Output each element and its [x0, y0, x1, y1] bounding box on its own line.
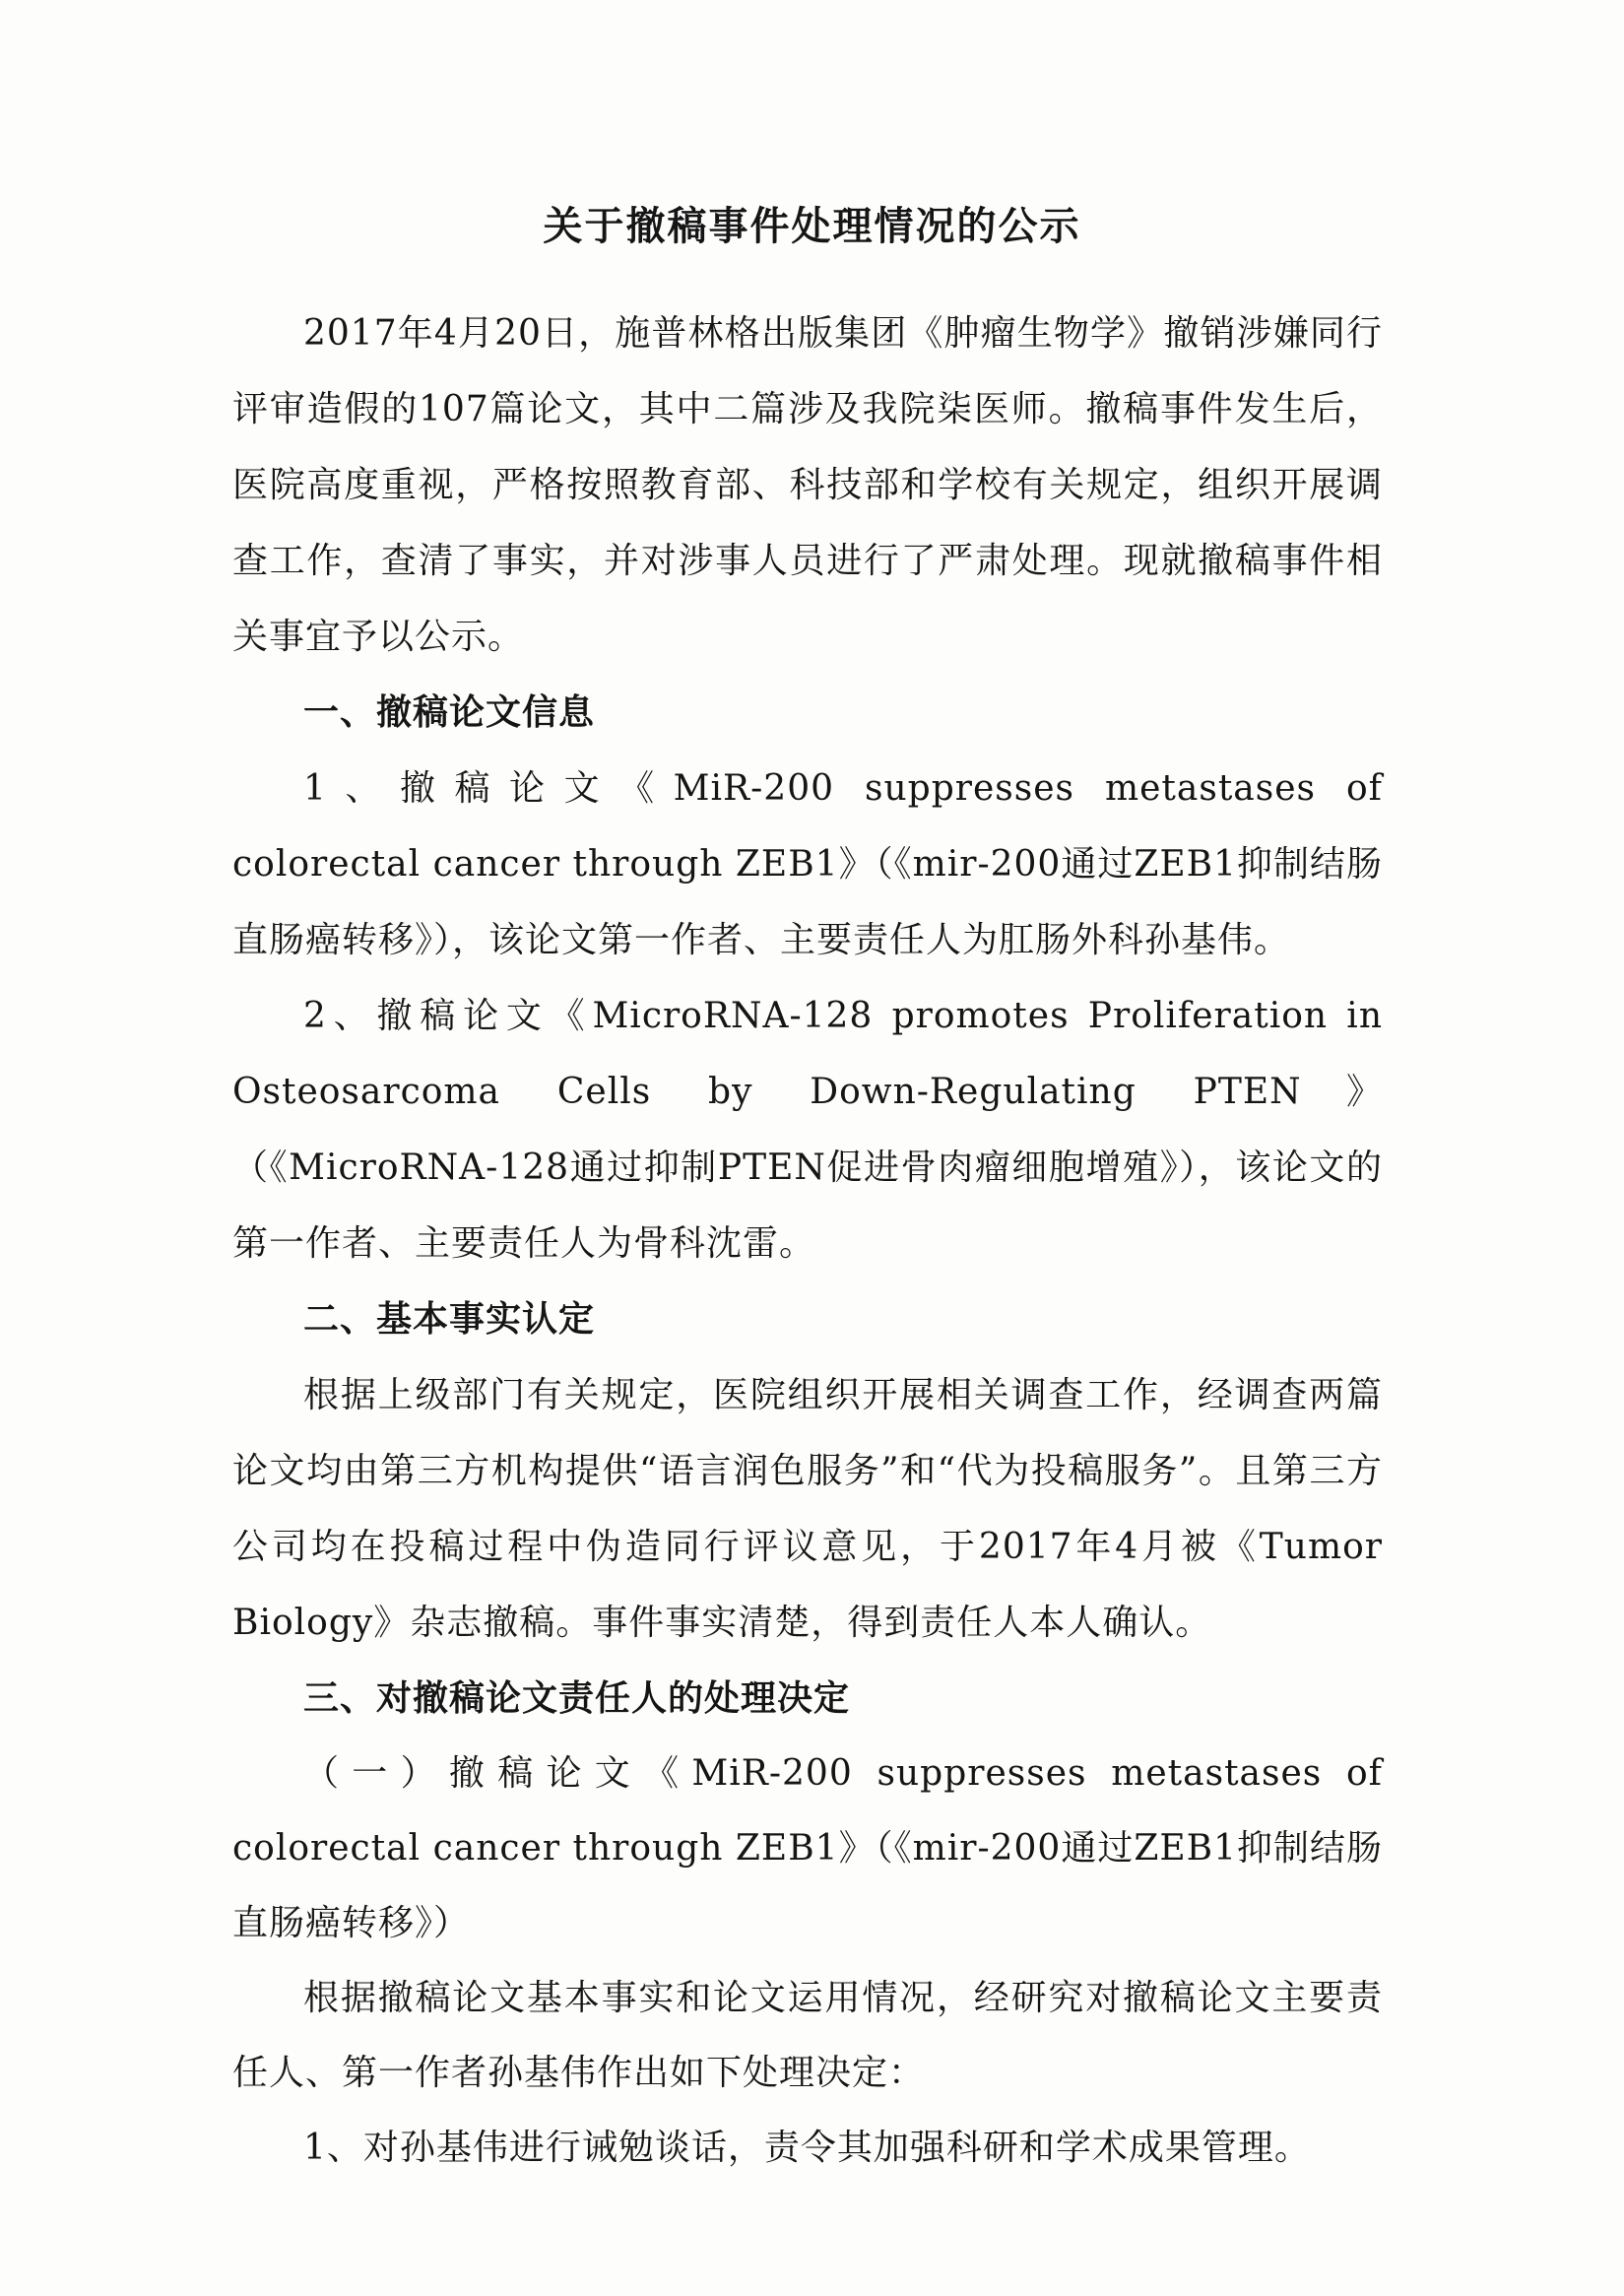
- section-heading-2: 二、基本事实认定: [303, 1298, 596, 1340]
- intro-paragraph: 2017年4月20日，施普林格出版集团《肿瘤生物学》撤销涉嫌同行评审造假的107篇论文，其中二篇涉及我院柒医师。撤稿事件发生后，医院高度重视，严格按照教育部、科技部和学校有关规定，组织开展调查工作，查清了事实，并对涉事人员进行了严肃处理。现就撤稿事件相关事宜予以公示。: [232, 313, 1383, 657]
- retracted-paper-item-1: 1、撤稿论文《MiR-200 suppresses metastases of colorectal cancer through ZEB1》（《mir-200通过ZEB1抑制结肠直肠癌转移》），该论文第一作者、主要责任人为肛肠外科孙基伟。: [232, 768, 1383, 960]
- section-heading-1: 一、撤稿论文信息: [303, 691, 596, 733]
- section-heading-3: 三、对撤稿论文责任人的处理决定: [303, 1677, 851, 1719]
- document-body: [232, 295, 1383, 2186]
- retracted-paper-item-2: 2、撤稿论文《MicroRNA-128 promotes Proliferation in Osteosarcoma Cells by Down-Regulating PTEN》（《MicroRNA-128通过抑制PTEN促进骨肉瘤细胞增殖》），该论文的第一作者、主要责任人为骨科沈雷。: [232, 996, 1383, 1264]
- document-title: 关于撤稿事件处理情况的公示: [543, 203, 1081, 249]
- facts-paragraph: 根据上级部门有关规定，医院组织开展相关调查工作，经调查两篇论文均由第三方机构提供“语言润色服务”和“代为投稿服务”。且第三方公司均在投稿过程中伪造同行评议意见，于2017年4月被《Tumor Biology》杂志撤稿。事件事实清楚，得到责任人本人确认。: [232, 1375, 1383, 1643]
- decision-item-1: 1、对孙基伟进行诫勉谈话，责令其加强科研和学术成果管理。: [303, 2128, 1311, 2168]
- decision-subheading-1: （一）撤稿论文《MiR-200 suppresses metastases of colorectal cancer through ZEB1》（《mir-200通过ZEB1抑制结肠直肠癌转移》）: [232, 1753, 1383, 1943]
- decision-paragraph: 根据撤稿论文基本事实和论文运用情况，经研究对撤稿论文主要责任人、第一作者孙基伟作出如下处理决定：: [232, 1978, 1383, 2093]
